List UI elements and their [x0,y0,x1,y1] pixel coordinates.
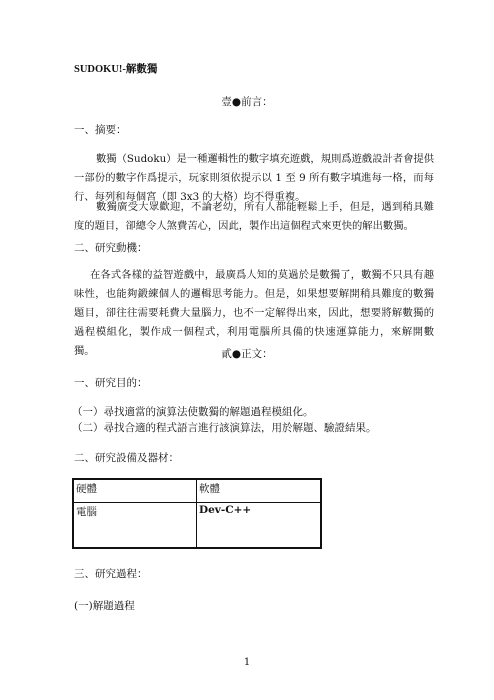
document-title: SUDOKU!-解數獨 [74,64,158,75]
table-header-hardware: 硬體 [73,479,197,503]
part1-heading: 壹●前言： [221,96,273,108]
table-cell-hardware: 電腦 [73,503,197,549]
section-motivation-heading: 二、研究動機： [74,242,148,254]
equipment-table [72,478,322,549]
page-number: 1 [243,657,251,668]
section-equipment-heading: 二、研究設備及器材： [74,452,179,464]
part2-heading: 貳●正文： [221,348,273,360]
abstract-paragraph-2: 數獨廣受大眾歡迎，不論老幼，所有人都能輕鬆上手，但是，遇到稍具難度的題目，卻總令人煞費苦心，因此，製作出這個程式來更快的解出數獨。 [74,201,434,232]
table-cell-software: Dev-C++ [197,503,322,549]
abstract-paragraph-1: 數獨（Sudoku）是一種邏輯性的數字填充遊戲，規則爲遊戲設計者會提供一部份的數字作爲提示，玩家則須依提示以 1 至 9 所有數字填進每一格，而每行、每列和每個宮（即 3x3 的大格）均不得重複。 [74,153,434,203]
section-process-heading: 三、研究過程： [74,568,148,580]
section-purpose-heading: 一、研究目的： [74,377,148,389]
purpose-item-1: （一）尋找適當的演算法使數獨的解題過程模組化。 [72,406,314,418]
table-row [73,503,321,549]
purpose-item-2: （二）尋找合適的程式語言進行該演算法，用於解題、驗證結果。 [72,422,377,434]
table-header-software: 軟體 [197,479,322,503]
section-abstract-heading: 一、摘要： [74,124,127,136]
process-subheading-1: (一)解題過程 [74,600,135,612]
motivation-paragraph: 在各式各樣的益智遊戲中，最廣爲人知的莫過於是數獨了，數獨不只具有趣味性，也能夠鍛練個人的邏輯思考能力。但是，如果想要解開稍具難度的數獨題目，卻往往需要耗費大量腦力，也不一定解得出來，因此，想要將解數獨的過程模組化，製作成一個程式，利用電腦所具備的快速運算能力，來解開數獨。 [74,269,434,357]
table-row [73,479,321,503]
